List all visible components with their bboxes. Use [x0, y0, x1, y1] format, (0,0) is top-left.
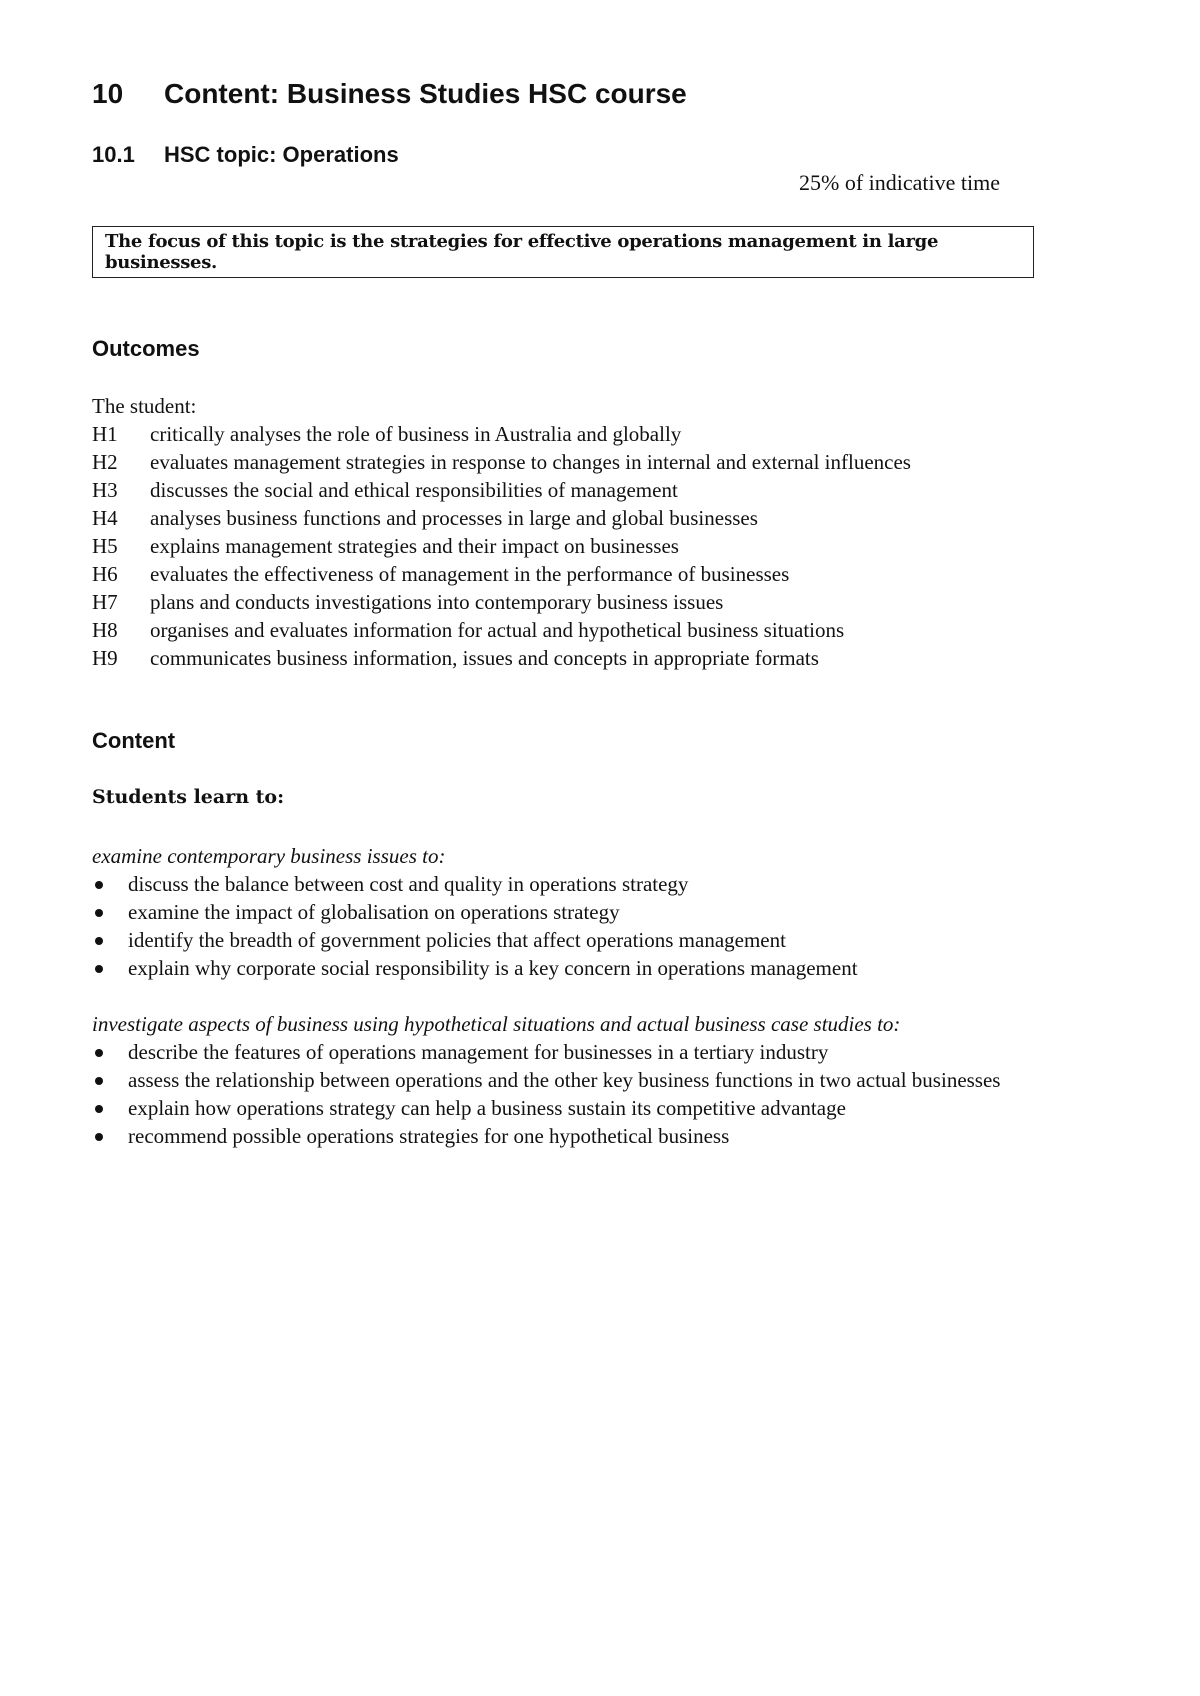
outcome-text: discusses the social and ethical responsibilities of management — [150, 478, 678, 502]
outcome-item — [92, 588, 911, 616]
bullet-icon — [92, 870, 128, 898]
bullet-icon — [92, 926, 128, 954]
outcome-item — [92, 532, 911, 560]
indicative-time-note: 25% of indicative time — [799, 170, 1000, 195]
outcome-item — [92, 644, 911, 672]
section-number: 10 — [92, 78, 124, 109]
outcome-item — [92, 616, 911, 644]
list-item — [92, 870, 1052, 898]
list-item-text: discuss the balance between cost and quality in operations strategy — [128, 872, 689, 896]
outcome-item — [92, 560, 911, 588]
outcome-text: communicates business information, issues and concepts in appropriate formats — [150, 646, 819, 670]
list-item-text: explain how operations strategy can help a business sustain its competitive advantage — [128, 1096, 846, 1120]
list-item — [92, 898, 1052, 926]
learn-group — [92, 1010, 1052, 1150]
outcome-code: H9 — [92, 646, 118, 670]
outcomes-heading: Outcomes — [92, 336, 200, 361]
bullet-icon — [92, 1122, 128, 1150]
outcome-code: H7 — [92, 590, 118, 614]
topic-number: 10.1 — [92, 142, 135, 167]
outcome-code: H4 — [92, 506, 118, 530]
outcome-text: plans and conducts investigations into contemporary business issues — [150, 590, 724, 614]
topic-title: HSC topic: Operations — [164, 142, 399, 167]
outcome-code: H8 — [92, 618, 118, 642]
list-item-text: assess the relationship between operations and the other key business functions in two actual businesses — [128, 1068, 1001, 1092]
outcome-code: H1 — [92, 422, 118, 446]
outcome-text: evaluates the effectiveness of management in the performance of businesses — [150, 562, 790, 586]
students-learn-heading: Students learn to: — [92, 786, 285, 808]
outcome-code: H2 — [92, 450, 118, 474]
outcomes-lead: The student: — [92, 394, 197, 418]
content-heading: Content — [92, 728, 176, 753]
learn-group-lead: investigate aspects of business using hypothetical situations and actual business case studies to: — [92, 1012, 901, 1036]
outcome-item — [92, 448, 911, 476]
outcome-text: organises and evaluates information for actual and hypothetical business situations — [150, 618, 845, 642]
learn-group — [92, 842, 1052, 982]
section-heading — [92, 78, 687, 110]
list-item-text: examine the impact of globalisation on operations strategy — [128, 900, 620, 924]
bullet-icon — [92, 1094, 128, 1122]
outcome-item — [92, 504, 911, 532]
list-item-text: describe the features of operations management for businesses in a tertiary industry — [128, 1040, 829, 1064]
list-item-text: recommend possible operations strategies for one hypothetical business — [128, 1124, 730, 1148]
outcome-code: H5 — [92, 534, 118, 558]
outcome-text: evaluates management strategies in response to changes in internal and external influences — [150, 450, 911, 474]
outcome-text: analyses business functions and processes in large and global businesses — [150, 506, 758, 530]
outcome-code: H6 — [92, 562, 118, 586]
list-item — [92, 1038, 1052, 1066]
bullet-icon — [92, 898, 128, 926]
bullet-icon — [92, 1038, 128, 1066]
list-item — [92, 954, 1052, 982]
outcome-text: explains management strategies and their impact on businesses — [150, 534, 679, 558]
outcome-code: H3 — [92, 478, 118, 502]
section-title: Content: Business Studies HSC course — [164, 78, 687, 109]
list-item — [92, 1122, 1052, 1150]
learn-group-lead: examine contemporary business issues to: — [92, 844, 446, 868]
focus-box — [92, 226, 1034, 278]
outcome-item — [92, 476, 911, 504]
list-item-text: explain why corporate social responsibility is a key concern in operations management — [128, 956, 858, 980]
list-item — [92, 1094, 1052, 1122]
outcome-item — [92, 420, 911, 448]
bullet-icon — [92, 1066, 128, 1094]
outcome-text: critically analyses the role of business in Australia and globally — [150, 422, 682, 446]
focus-statement: The focus of this topic is the strategies for effective operations management in large businesses. — [105, 231, 939, 273]
list-item-text: identify the breadth of government policies that affect operations management — [128, 928, 786, 952]
list-item — [92, 926, 1052, 954]
list-item — [92, 1066, 1052, 1094]
outcomes-list — [92, 392, 911, 672]
bullet-icon — [92, 954, 128, 982]
topic-heading — [92, 142, 399, 168]
